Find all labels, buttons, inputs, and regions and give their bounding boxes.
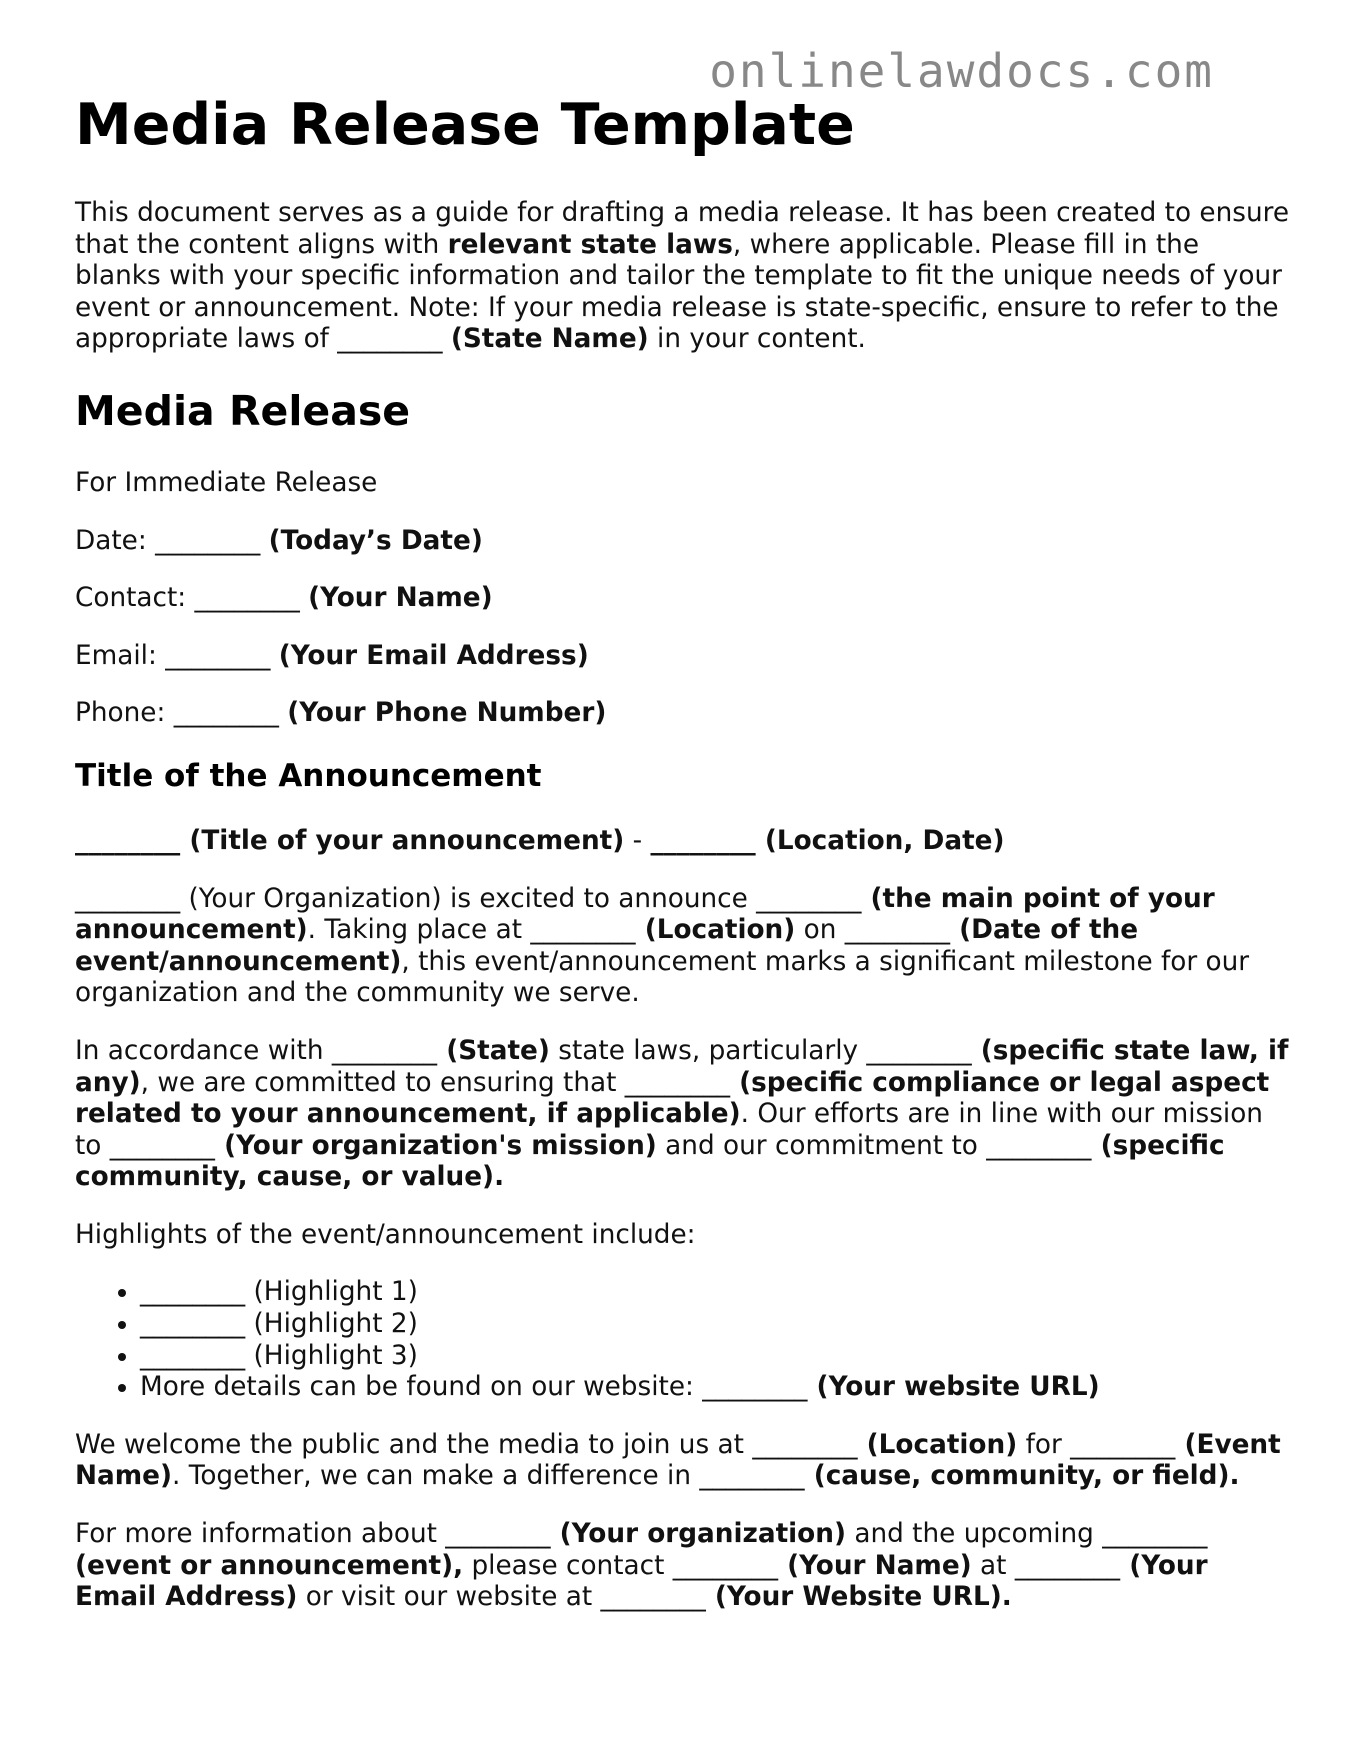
text: For more information about <box>75 1519 446 1550</box>
field-hint: (Your Name) <box>308 583 493 614</box>
blank-field: ________ <box>75 825 181 856</box>
text: . Taking place at <box>307 915 531 946</box>
list-item <box>140 1309 1290 1341</box>
text: (Highlight 2) <box>245 1309 418 1340</box>
hint: (event or announcement), <box>75 1550 464 1581</box>
intro-paragraph <box>75 198 1290 356</box>
blank-field: ________ <box>165 640 271 671</box>
separator: - <box>624 825 651 856</box>
field-label: Date: <box>75 525 156 556</box>
text: In accordance with <box>75 1035 332 1066</box>
hint: (Location) <box>857 1429 1018 1460</box>
location-date-hint: (Location, Date) <box>755 825 1005 856</box>
blank-field: ________ <box>445 1519 551 1550</box>
section-heading-announcement-title: Title of the Announcement <box>75 757 542 794</box>
text: (Your Organization) is excited to announce <box>180 883 757 914</box>
contact-field-contact <box>75 583 1290 615</box>
text: on <box>795 915 845 946</box>
hint: (specific community, cause, or value). <box>75 1130 1225 1193</box>
text: , this event/announcement marks a significant milestone for our organization and the community we serve. <box>75 946 1250 1009</box>
body-paragraph-1 <box>75 884 1290 1010</box>
text: please contact <box>463 1550 673 1581</box>
blank-field: ________ <box>140 1309 246 1340</box>
intro-text: This document serves as a guide for drafting a media release. It has been created to ensure that the content aligns with <box>75 198 1290 260</box>
hint: (Your Website URL). <box>705 1582 1012 1613</box>
text: More details can be found on our website: <box>140 1372 703 1403</box>
highlights-intro: Highlights of the event/announcement include: <box>75 1219 696 1250</box>
blank-field: ________ <box>702 1372 808 1403</box>
hint: (specific state law, if any) <box>75 1035 1289 1098</box>
text: We welcome the public and the media to join us at <box>75 1429 753 1460</box>
title-hint: (Title of your announcement) <box>180 825 625 856</box>
text: or visit our website at <box>297 1582 601 1613</box>
text: , we are committed to ensuring that <box>140 1067 625 1098</box>
hint: (Your Name) <box>777 1550 972 1581</box>
blank-field: ________ <box>672 1550 778 1581</box>
blank-field: ________ <box>600 1582 706 1613</box>
hint: (Event Name) <box>75 1429 1281 1492</box>
text: (Highlight 1) <box>245 1277 418 1308</box>
blank-field: ________ <box>844 915 950 946</box>
blank-field: ________ <box>75 883 181 914</box>
blank-field: ________ <box>140 1340 246 1371</box>
highlights-list <box>75 1277 1290 1403</box>
blank-field: ________ <box>866 1035 972 1066</box>
contact-field-date <box>75 526 1290 558</box>
document-page <box>75 90 1290 1640</box>
list-item-website <box>140 1372 1290 1404</box>
text: (Highlight 3) <box>245 1340 418 1371</box>
hint: (the main point of your announcement) <box>75 883 1215 946</box>
text: for <box>1017 1429 1071 1460</box>
intro-text: in your content. <box>648 324 866 355</box>
blank-field: ________ <box>331 1035 438 1066</box>
intro-emphasis: relevant state laws <box>447 229 733 260</box>
blank-field: ________ <box>155 525 261 556</box>
blank-field: ________ <box>109 1130 215 1161</box>
field-label: Contact: <box>75 583 195 614</box>
blank-field: ________ <box>756 883 862 914</box>
blank-field: ________ <box>624 1067 730 1098</box>
hint: (Your website URL) <box>807 1372 1100 1403</box>
field-label: Email: <box>75 640 166 671</box>
contact-field-phone <box>75 698 1290 730</box>
contact-field-email <box>75 641 1290 673</box>
text: state laws, particularly <box>549 1035 867 1066</box>
blank-field: ________ <box>699 1461 805 1492</box>
body-paragraph-3 <box>75 1430 1290 1493</box>
blank-field: ________ <box>1102 1519 1208 1550</box>
hint: (specific compliance or legal aspect related to your announcement, if applicable) <box>75 1067 1270 1130</box>
text: and our commitment to <box>656 1130 987 1161</box>
intro-text: , where applicable. Please fill in the blanks with your specific information and tailor the template to fit the unique needs of your event or announcement. Note: If your media release is state-specific, ensure to refer to the appropriate laws of <box>75 229 1282 355</box>
text: at <box>971 1550 1015 1581</box>
hint: (Your organization's mission) <box>214 1130 657 1161</box>
blank-field: ________ <box>986 1130 1092 1161</box>
hint: (Location) <box>635 915 796 946</box>
watermark: onlinelawdocs.com <box>709 44 1214 98</box>
body-paragraph-4 <box>75 1519 1290 1614</box>
text: . Together, we can make a difference in <box>172 1461 700 1492</box>
text: . Our efforts are in line with our mission to <box>75 1099 1263 1161</box>
blank-field: ________ <box>650 825 756 856</box>
section-heading-media-release: Media Release <box>75 386 411 435</box>
field-hint: (Today’s Date) <box>268 525 483 556</box>
blank-field: ________ <box>530 915 636 946</box>
blank-field: ________ <box>1070 1429 1176 1460</box>
hint: (Your Email Address) <box>75 1550 1208 1613</box>
intro-state-hint: (State Name) <box>450 324 649 355</box>
blank-field: ________ <box>752 1429 858 1460</box>
page-title: Media Release Template <box>75 92 855 158</box>
blank-field: ________ <box>194 583 300 614</box>
hint: (State) <box>437 1035 550 1066</box>
hint: (Your organization) <box>550 1519 846 1550</box>
blank-field: ________ <box>173 698 279 729</box>
text: and the upcoming <box>845 1519 1103 1550</box>
field-hint: (Your Email Address) <box>278 640 589 671</box>
list-item <box>140 1341 1290 1373</box>
body-paragraph-2 <box>75 1036 1290 1194</box>
hint: (cause, community, or field). <box>804 1461 1240 1492</box>
blank-field: ________ <box>1014 1550 1121 1581</box>
field-hint: (Your Phone Number) <box>287 698 607 729</box>
blank-field: ________ <box>140 1277 246 1308</box>
hint: (Date of the event/announcement) <box>75 915 1139 977</box>
list-item <box>140 1277 1290 1309</box>
field-label: Phone: <box>75 698 174 729</box>
announcement-title-line <box>75 826 1290 858</box>
immediate-release-label: For Immediate Release <box>75 467 378 498</box>
blank-field: ________ <box>337 324 443 355</box>
